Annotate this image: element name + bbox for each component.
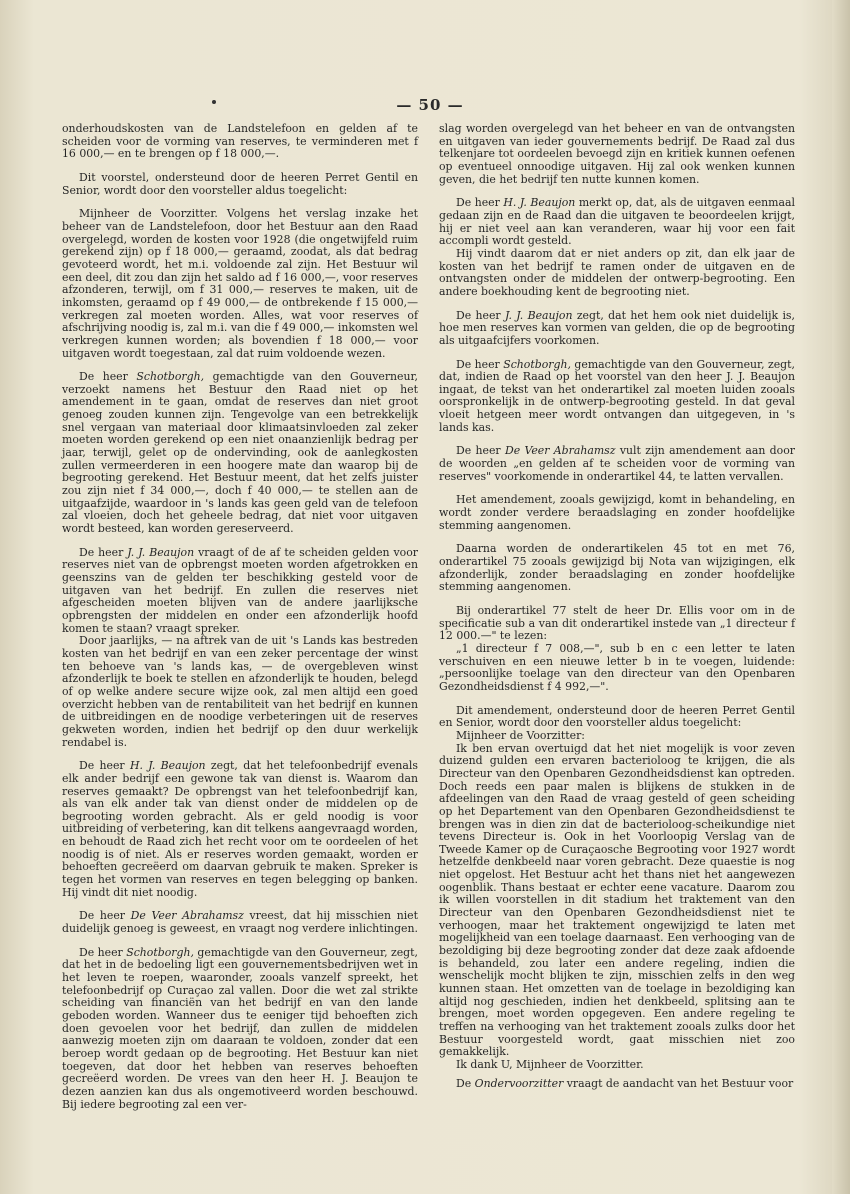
paragraph-lead: De heer	[456, 196, 504, 210]
paragraph-text: Ik dank U, Mijnheer de Voorzitter.	[456, 1057, 644, 1071]
paragraph-lead: De heer	[456, 308, 505, 322]
paragraph-lead: De heer	[79, 759, 130, 773]
paragraph-text: Mijnheer de Voorzitter:	[456, 728, 585, 742]
speaker-name: H. J. Beaujon	[503, 196, 576, 210]
paragraph	[439, 643, 795, 694]
paragraph-text: Mijnheer de Voorzitter. Volgens het verslag inzake het beheer van de Landstelefoon, door het Bestuur aan den Raad overgelegd, worden de kosten voor 1928 (die ongetwijfeld ruim gerekend zijn) op f 18 000,— geraamd, zoodat, als dat bedrag gevoteerd wordt, het m.i. voldoende zal zijn. Het Bestuur wil een deel, dit zou dan zijn het saldo ad f 16 000,—, voor reserves afzonderen, terwijl, om f 31 000,— reserves te maken, uit de inkomsten, geraamd op f 49 000,— de ontbrekende f 15 000,— verkregen zal moeten worden. Alles, wat voor reserves of afschrijving noodig is, zal m.i. van die f 49 000,— inkomsten wel verkregen kunnen worden; als bovendien f 18 000,— voor uitgaven wordt toegestaan, zal dat ruim voldoende wezen.	[62, 207, 418, 360]
paragraph	[439, 310, 795, 348]
paragraph-text: Dit voorstel, ondersteund door de heeren Perret Gentil en Senior, wordt door den voorsteller aldus toegelicht:	[62, 170, 418, 197]
left-column	[62, 123, 418, 1111]
paragraph-text: gemachtigde van den Gouverneur, zegt, dat het in de bedoeling ligt een gouvernementsbedrijven wet in het leven te roepen, waaronder, zooals vanzelf spreekt, het telefoonbedrijf op Curaçao zal vallen. Door die wet zal strikte scheiding van financiën van het bedrijf en van den lande geboden worden. Wanneer dus te eeniger tijd behoeften zich doen gevoelen voor het bedrijf, dan zullen de middelen aanwezig moeten zijn om daaraan te voldoen, zonder dat een beroep wordt gedaan op de begrooting. Het Bestuur kan niet toegeven, dat door het hebben van reserves behoeften gecreëerd worden. De vrees van den heer H. J. Beaujon te dezen aanzien kan dus als ongemotiveerd worden beschouwd. Bij iedere begrooting zal een ver-	[62, 945, 418, 1111]
paragraph	[439, 743, 795, 1059]
speaker-name: Ondervoorzitter	[474, 1076, 564, 1090]
paragraph	[439, 705, 795, 730]
paragraph	[439, 197, 795, 248]
paragraph	[439, 494, 795, 532]
paragraph	[439, 445, 795, 483]
paragraph-text: Door jaarlijks, — na aftrek van de uit 's Lands kas bestreden kosten van het bedrijf en van een zeker percentage der winst ten behoeve van 's lands kas, — de overgebleven winst afzonderlijk te boek te stellen en afzonderlijk te houden, belegd of op welke andere secure wijze ook, zal men altijd een goed overzicht hebben van de rentabiliteit van het bedrijf en kunnen de uitbreidingen en de noodige verbeteringen uit de reserves gekweten worden, indien het bedrijf op den duur werkelijk rendabel is.	[62, 634, 418, 749]
paragraph	[62, 635, 418, 749]
paragraph-text: vreest, dat hij misschien niet duidelijk genoeg is geweest, en vraagt nog verdere inlichtingen.	[62, 909, 419, 936]
speaker-name: H. J. Beaujon	[130, 759, 206, 773]
paragraph	[439, 1078, 795, 1091]
paragraph-text: slag worden overgelegd van het beheer en van de ontvangsten en uitgaven van ieder gouvernements bedrijf. De Raad zal dus telkenjare tot oordeelen bevoegd zijn en kritiek kunnen oefenen op eventueel onnoodige uitgaven. Hij zal ook wenken kunnen geven, die het bedrijf ten nutte kunnen komen.	[439, 122, 795, 186]
paragraph-text: gemachtigde van den Gouverneur, zegt, dat, indien de Raad op het voorstel van den heer J. J. Beaujon ingaat, de tekst van het onderartikel zal moeten luiden zooals oorspronkelijk in de ontwerp-begrooting gesteld. In dat geval vloeit hetgeen meer wordt ontvangen dan uitgegeven, in 's lands kas.	[439, 357, 795, 434]
paragraph	[439, 543, 795, 594]
paragraph-text: vult zijn amendement aan door de woorden „en gelden af te scheiden voor de vorming van reserves" voorkomende in onderartikel 44, te latten vervallen.	[439, 444, 795, 483]
paragraph-lead: De heer	[79, 909, 131, 923]
ink-dot	[212, 100, 216, 104]
paragraph	[439, 123, 795, 186]
speaker-name: Schotborgh,	[136, 370, 205, 384]
paragraph	[62, 371, 418, 536]
paragraph	[439, 605, 795, 643]
paragraph-text: „1 directeur f 7 008,—", sub b en c een letter te laten verschuiven en een nieuwe letter b in te voegen, luidende: „persoonlijke toelage van den directeur van den Openbaren Gezondheidsdienst f 4 992,—".	[439, 641, 795, 693]
paragraph	[439, 1059, 795, 1072]
paragraph-text: Dit amendement, ondersteund door de heeren Perret Gentil en Senior, wordt door den voorsteller aldus toegelicht:	[439, 703, 795, 730]
paragraph-text: Het amendement, zooals gewijzigd, komt in behandeling, en wordt zonder verdere beraadslaging en zonder hoofdelijke stemming aangenomen.	[439, 493, 795, 532]
paragraph-text: Bij onderartikel 77 stelt de heer Dr. Ellis voor om in de specificatie sub a van dit onderartikel instede van „1 directeur f 12 000.—" te lezen:	[439, 604, 795, 643]
paragraph-lead: De heer	[79, 545, 128, 559]
paragraph-text: zegt, dat het telefoonbedrijf evenals elk ander bedrijf een gewone tak van dienst is. Waarom dan reserves gemaakt? De opbrengst van het telefoonbedrijf kan, als van elk ander tak van dienst onder de middelen op de begrooting worden gebracht. Als er geld noodig is voor uitbreiding of verbetering, kan dit telkens aangevraagd worden, en behoudt de Raad zich het recht voor om te oordeelen of het noodig is of niet. Als er reserves worden gemaakt, worden er behoeften gecreëerd om daarvan gebruik te maken. Spreker is tegen het vormen van reserves en tegen belegging op banken. Hij vindt dit niet noodig.	[62, 759, 418, 899]
paragraph	[439, 359, 795, 435]
page-number: — 50 —	[396, 96, 464, 114]
paragraph	[439, 248, 795, 299]
speaker-name: De Veer Abrahamsz	[504, 444, 616, 458]
speaker-name: Schotborgh,	[503, 357, 571, 371]
paragraph	[62, 123, 418, 161]
paragraph	[62, 760, 418, 899]
speaker-name: Schotborgh,	[126, 945, 194, 959]
right-column	[439, 123, 795, 1090]
paragraph-text: gemachtigde van den Gouverneur, verzoekt namens het Bestuur den Raad niet op het amendement in te gaan, omdat de reserves dan niet groot genoeg zouden kunnen zijn. Tengevolge van een betrekkelijk snel vergaan van materiaal door klimaatsinvloeden zal zeker moeten worden gerekend op een niet onaanzienlijk bedrag per jaar, terwijl, gelet op de ondervinding, ook de aanlegkosten zullen vermeerderen in een hoogere mate dan waarop bij de begrooting gerekend. Het Bestuur meent, dat het zelfs juister zou zijn niet f 34 000,—, doch f 40 000,— te stellen aan de uitgaafzijde, waardoor in 's lands kas geen geld van de telefoon zal vloeien, doch het geheele bedrag, dat niet voor uitgaven wordt besteed, kan worden gereserveerd.	[62, 370, 418, 536]
paragraph	[62, 947, 418, 1112]
paragraph-lead: De	[456, 1076, 475, 1090]
paragraph-lead: De heer	[456, 444, 505, 458]
speaker-name: J. J. Beaujon	[127, 545, 195, 559]
paragraph-text: zegt, dat het hem ook niet duidelijk is, hoe men reserves kan vormen van gelden, die op de begrooting als uitgaafcijfers voorkomen.	[439, 308, 795, 347]
paragraph	[62, 547, 418, 636]
speaker-name: J. J. Beaujon	[504, 308, 573, 322]
paragraph	[62, 172, 418, 197]
paragraph-lead: De heer	[456, 357, 504, 371]
page-edge	[832, 0, 850, 1194]
paragraph-text: merkt op, dat, als de uitgaven eenmaal gedaan zijn en de Raad dan die uitgaven te beoordeelen krijgt, hij er niet veel aan kan veranderen, waar hij voor een fait accompli wordt gesteld.	[439, 196, 795, 248]
paragraph	[62, 208, 418, 360]
paragraph	[62, 910, 418, 935]
paragraph-text: vraagt of de af te scheiden gelden voor reserves niet van de opbrengst moeten worden afgetrokken en geenszins van de gelden ter beschikking gesteld voor de uitgaven van het bedrijf. En zullen die reserves niet afgescheiden moeten blijven van de andere jaarlijksche opbrengsten der middelen en onder een afzonderlijk hoofd komen te staan? vraagt spreker.	[62, 545, 418, 635]
paragraph-text: Hij vindt daarom dat er niet anders op zit, dan elk jaar de kosten van het bedrijf te ramen onder de uitgaven en de ontvangsten onder de middelen der ontwerp-begrooting. Een andere boekhouding kent de begrooting niet.	[439, 246, 795, 298]
paragraph-text: Ik ben ervan overtuigd dat het niet mogelijk is voor zeven duizend gulden een ervaren bacterioloog te krijgen, die als Directeur van den Openbaren Gezondheidsdienst kan optreden. Doch reeds een paar malen is blijkens de stukken in de afdeelingen van den Raad de vraag gesteld of geen scheiding op het Departement van den Openbaren Gezondheidsdienst te brengen was in dien zin dat de bacterioloog-scheikundige niet tevens Directeur is. Ook in het Voorloopig Verslag van de Tweede Kamer op de Curaçaosche Begrooting voor 1927 wordt hetzelfde denkbeeld naar voren gebracht. Deze quaestie is nog niet opgelost. Het Bestuur acht het thans niet het aangewezen oogenblik. Thans bestaat er echter eene vacature. Daarom zou ik willen voorstellen in dit stadium het traktement van den Directeur van den Openbaren Gezondheidsdienst niet te verhoogen, maar het traktement ongewijzigd te laten met mogelijkheid van een toelage daarnaast. Een verhooging van de bezoldiging bij deze begrooting zonder dat deze zaak afdoende is behandeld, zou later een andere regeling, indien die wenschelijk mocht blijken te zijn, misschien zelfs in den weg kunnen staan. Het omzetten van de toelage in bezoldiging kan altijd nog geschieden, indien het denkbeeld, splitsing aan te brengen, moet worden opgegeven. Een andere regeling te treffen na verhooging van het traktement zooals zulks door het Bestuur voorgesteld wordt, gaat misschien niet zoo gemakkelijk.	[439, 741, 795, 1059]
paragraph-lead: De heer	[79, 370, 137, 384]
paragraph-text: Daarna worden de onderartikelen 45 tot en met 76, onderartikel 75 zooals gewijzigd bij Nota van wijzigingen, elk afzonderlijk, zonder beraadslaging en zonder hoofdelijke stemming aangenomen.	[439, 542, 795, 594]
paragraph-text: onderhoudskosten van de Landstelefoon en gelden af te scheiden voor de vorming van reserves, te verminderen met f 16 000,— en te brengen op f 18 000,—.	[62, 122, 418, 161]
paragraph-text: vraagt de aandacht van het Bestuur voor	[563, 1076, 794, 1090]
paragraph-lead: De heer	[79, 945, 127, 959]
speaker-name: De Veer Abrahamsz	[130, 909, 244, 923]
